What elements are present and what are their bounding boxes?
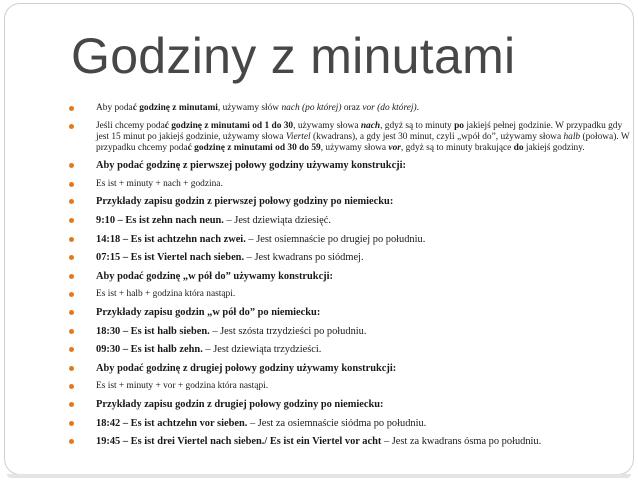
bullet-item bbox=[69, 215, 631, 227]
bullet-text: Przykłady zapisu godzin z pierwszej połowy godziny po niemiecku: bbox=[96, 196, 394, 208]
bullet-item bbox=[69, 326, 631, 338]
bullet-text: Przykłady zapisu godzin „w pół do” po niemiecku: bbox=[96, 306, 321, 318]
bullet-text: 07:15 – Es ist Viertel nach sieben. bbox=[96, 252, 245, 264]
bullet-text: – Jest osiemnaście po drugiej po południu. bbox=[245, 233, 426, 245]
bullet-dot-icon bbox=[69, 199, 74, 204]
bullet-text: 09:30 – Es ist halb zehn. bbox=[96, 344, 203, 356]
bullet-text: (połowa). W przypadku chcemy poda bbox=[96, 131, 630, 153]
bullet-text: Viertel bbox=[285, 131, 311, 142]
bullet-item bbox=[69, 381, 631, 392]
bullet-text: po bbox=[454, 120, 464, 131]
bullet-dot-icon bbox=[69, 347, 74, 352]
bullet-text: Aby podać godzinę z pierwszej połowy godziny używamy konstrukcji: bbox=[96, 160, 406, 172]
bullet-text: halb bbox=[563, 131, 581, 142]
bullet-text: 14:18 – Es ist achtzehn nach zwei. bbox=[96, 233, 246, 245]
bullet-dot-icon bbox=[69, 274, 74, 279]
bullet-item bbox=[69, 418, 631, 430]
bullet-text: , gdyż są to minuty brakujące bbox=[400, 142, 514, 153]
bullet-dot-icon bbox=[69, 255, 74, 260]
bullet-text: , używamy słowa bbox=[293, 120, 361, 131]
slide-title: Godziny z minutami bbox=[71, 28, 516, 84]
bullet-text: Aby podać godzinę „w pół do” używamy konstrukcji: bbox=[96, 270, 333, 282]
bullet-text: – Jest za osiemnaście siódma po południu. bbox=[247, 417, 427, 429]
bullet-dot-icon bbox=[69, 439, 74, 444]
bullet-text: – Jest szósta trzydzieści po południu. bbox=[209, 325, 367, 337]
bullet-list bbox=[69, 103, 631, 455]
bullet-text: – Jest dziewiąta dziesięć. bbox=[223, 214, 331, 226]
bullet-text: Es ist + halb + godzina która nastąpi. bbox=[96, 289, 236, 300]
bullet-text: vor bbox=[388, 142, 401, 153]
bullet-text: nach bbox=[360, 120, 381, 131]
bullet-item bbox=[69, 271, 631, 283]
bullet-item bbox=[69, 252, 631, 264]
bullet-text: Aby poda bbox=[96, 103, 133, 113]
bullet-dot-icon bbox=[69, 310, 74, 315]
bullet-text: nach (po której) bbox=[281, 103, 342, 113]
bullet-item bbox=[69, 289, 631, 300]
bullet-text: Es ist + minuty + nach + godzina. bbox=[96, 178, 223, 189]
bullet-item bbox=[69, 234, 631, 246]
bullet-text: 18:42 – Es ist achtzehn vor sieben. bbox=[96, 417, 248, 429]
bullet-text: vor (do której) bbox=[362, 103, 417, 113]
bullet-text: 19:45 – Es ist drei Viertel nach sieben./ Es ist ein Viertel vor acht bbox=[96, 436, 382, 448]
bullet-item bbox=[69, 121, 631, 154]
bullet-text: Przykłady zapisu godzin z drugiej połowy godziny po niemiecku: bbox=[96, 398, 384, 410]
bullet-text: Aby podać godzinę z drugiej połowy godziny używamy konstrukcji: bbox=[96, 362, 397, 374]
bullet-item bbox=[69, 344, 631, 356]
bullet-item bbox=[69, 179, 631, 190]
bullet-dot-icon bbox=[69, 106, 74, 111]
bullet-text: do bbox=[513, 142, 524, 153]
bullet-dot-icon bbox=[69, 402, 74, 407]
bullet-text: 9:10 – Es ist zehn nach neun. bbox=[96, 214, 224, 226]
bullet-item bbox=[69, 103, 631, 114]
bullet-text: , gdyż są to minuty bbox=[380, 120, 455, 131]
bullet-item bbox=[69, 196, 631, 208]
bullet-item bbox=[69, 363, 631, 375]
bullet-dot-icon bbox=[69, 384, 74, 389]
bullet-item bbox=[69, 160, 631, 172]
bullet-text: . bbox=[416, 103, 419, 113]
bullet-dot-icon bbox=[69, 237, 74, 242]
bullet-dot-icon bbox=[69, 182, 74, 187]
bullet-text: ć bbox=[132, 103, 140, 113]
bullet-dot-icon bbox=[69, 366, 74, 371]
bullet-text: ć godzinę z minutami od 30 do 59 bbox=[187, 142, 321, 153]
bullet-text: – Jest za kwadrans ósma po południu. bbox=[381, 436, 542, 448]
bullet-text: ć godzinę z minutami od 1 do 30 bbox=[164, 120, 294, 131]
bullet-dot-icon bbox=[69, 292, 74, 297]
bullet-text: godzinę z minutami bbox=[139, 103, 218, 113]
bullet-dot-icon bbox=[69, 124, 74, 129]
bullet-dot-icon bbox=[69, 163, 74, 168]
bullet-text: 18:30 – Es ist halb sieben. bbox=[96, 325, 210, 337]
bullet-text: – Jest dziewiąta trzydzieści. bbox=[202, 344, 322, 356]
bullet-dot-icon bbox=[69, 421, 74, 426]
bullet-text: oraz bbox=[341, 103, 363, 113]
slide bbox=[4, 3, 634, 475]
bullet-item bbox=[69, 307, 631, 319]
bullet-text: jakiejś godziny. bbox=[523, 142, 585, 153]
bullet-dot-icon bbox=[69, 218, 74, 223]
bullet-text: – Jest kwadrans po siódmej. bbox=[244, 252, 364, 264]
bullet-text: Jeśli chcemy poda bbox=[96, 120, 165, 131]
bullet-text: , używamy słowa bbox=[320, 142, 389, 153]
bullet-item bbox=[69, 399, 631, 411]
bullet-text: (kwadrans), a gdy jest 30 minut, czyli „wpół do”, używamy słowa bbox=[310, 131, 564, 142]
bullet-dot-icon bbox=[69, 329, 74, 334]
bullet-text: jakiejś pełnej godzinie. W przypadku gdy jest 15 minut po jakiejś godzinie, używamy słowa bbox=[96, 120, 623, 142]
bullet-text: Es ist + minuty + vor + godzina która nastąpi. bbox=[96, 381, 269, 392]
bullet-item bbox=[69, 436, 631, 448]
bullet-text: , używamy słów bbox=[217, 103, 282, 113]
